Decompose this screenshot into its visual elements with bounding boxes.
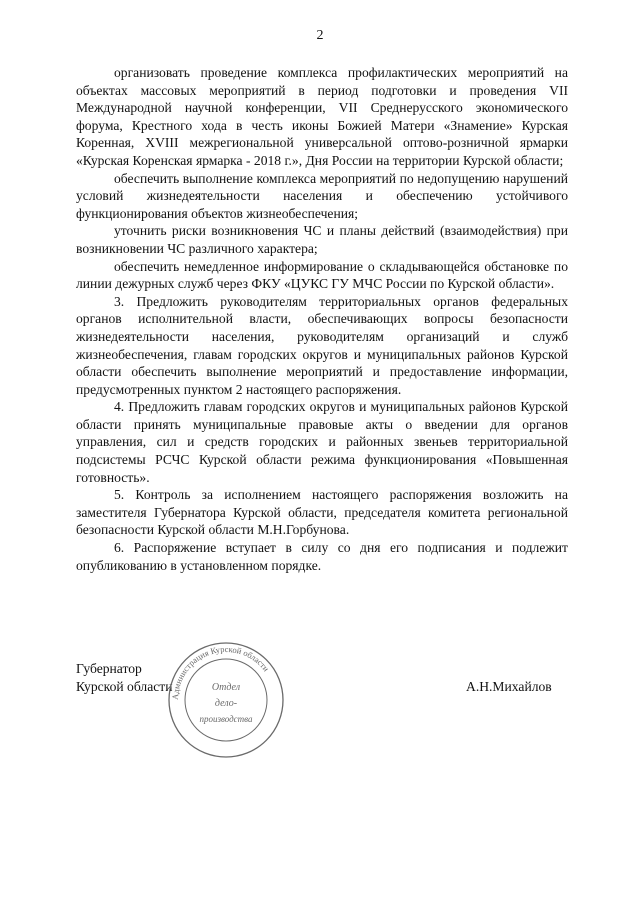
paragraph: 5. Контроль за исполнением настоящего распоряжения возложить на заместителя Губернатора Курской области, председателя комитета региональной безопасности Курской области М.Н.Горбунова.	[76, 487, 568, 538]
paragraph: обеспечить немедленное информирование о складывающейся обстановке по линии дежурных служб через ФКУ «ЦУКС ГУ МЧС России по Курской области».	[76, 258, 568, 292]
signatory-title-line: Курской области	[76, 678, 173, 694]
paragraph: уточнить риски возникновения ЧС и планы действий (взаимодействия) при возникновении ЧС различного характера;	[76, 223, 568, 256]
paragraph: 4. Предложить главам городских округов и муниципальных районов Курской области принять муниципальные правовые акты о введении для органов управления, сил и средств городских и районных звеньев территориальной подсистемы РСЧС Курской области режима функционирования «Повышенная готовность».	[76, 399, 568, 485]
paragraph: 6. Распоряжение вступает в силу со дня его подписания и подлежит опубликованию в установленном порядке.	[76, 540, 568, 573]
paragraph: 3. Предложить руководителям территориальных органов федеральных органов исполнительной власти, обеспечивающих вопросы безопасности жизнедеятельности населения, руководителям организаций и служб жизнеобеспечения, главам городских округов и муниципальных районов Курской области обеспечить выполнение мероприятий и предоставление информации, предусмотренных пунктом 2 настоящего распоряжения.	[76, 293, 568, 397]
signatory-title-line: Губернатор	[76, 661, 142, 676]
stamp-center-text: Отдел	[211, 682, 241, 693]
paragraph: обеспечить выполнение комплекса мероприятий по недопущению нарушений условий жизнедеятельности населения и обеспечению устойчивого функционирования объектов жизнеобеспечения;	[76, 170, 568, 221]
stamp-center-text: производства	[199, 714, 253, 724]
stamp-ring-text: Администрация Курской области	[169, 643, 272, 701]
official-stamp	[166, 640, 286, 760]
stamp-center-text: дело-	[214, 698, 238, 709]
document-body	[76, 64, 568, 574]
signatory-name: А.Н.Михайлов	[466, 679, 552, 694]
signatory-title	[76, 660, 173, 695]
page-number: 2	[316, 28, 324, 43]
paragraph: организовать проведение комплекса профилактических мероприятий на объектах массовых мероприятий в период подготовки и проведения VII Международной научной конференции, VII Среднерусского экономического форума, Крестного хода в честь иконы Божией Матери «Знамение» Курская Коренная, XVIII межрегиональной универсальной оптово-розничной ярмарки «Курская Коренская ярмарка - 2018 г.», Дня России на территории Курской области;	[76, 65, 568, 168]
